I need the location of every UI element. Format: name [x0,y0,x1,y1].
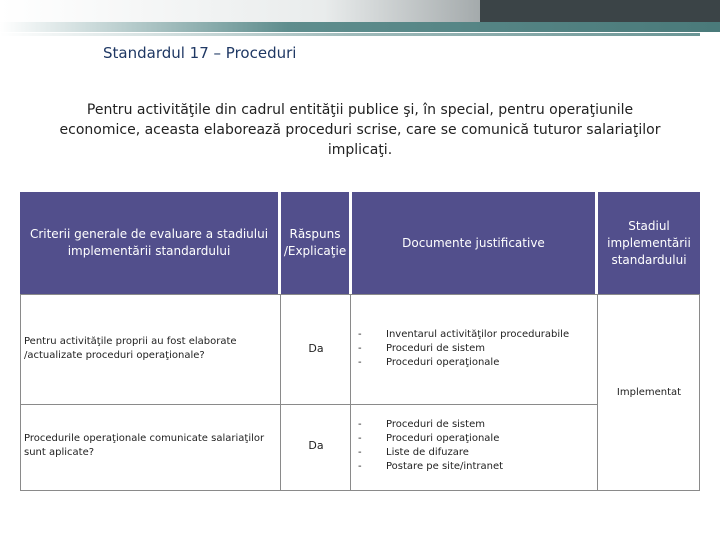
column-divider [20,294,21,491]
teal-decor-line [0,33,700,36]
intro-line: Pentru activităţile din cadrul entităţii publice şi, în special, pentru operaţiunile [86,102,634,118]
document-item: - Proceduri de sistem [358,419,485,430]
list-dash: - [358,447,362,458]
row2-documents [354,418,594,474]
column-divider [280,294,281,491]
document-item: - Liste de difuzare [358,447,469,458]
intro-line: economice, aceasta elaborează proceduri scrise, care se comunică tuturor salariaţilor [59,122,661,138]
row2-criterion: Procedurile operaţionale comunicate salariaţilor sunt aplicate? [24,433,265,458]
document-item: - Proceduri operaţionale [358,433,500,444]
list-dash: - [358,461,362,472]
list-dash: - [358,343,362,354]
list-dash: - [358,433,362,444]
document-item: - Proceduri de sistem [358,343,485,354]
teal-decor-band [0,22,720,32]
row2-answer: Da [308,439,324,452]
intro-paragraph [40,100,680,160]
header-answer: Răspuns /Explicaţie [281,192,349,294]
row1-documents [354,328,594,370]
document-item: - Proceduri operaţionale [358,357,500,368]
list-dash: - [358,329,362,340]
document-item: - Inventarul activităţilor procedurabile [358,329,570,340]
list-dash: - [358,419,362,430]
row-divider [20,490,700,491]
intro-line: implicaţi. [327,142,393,158]
status-value: Implementat [616,387,682,398]
header-criteria: Criterii generale de evaluare a stadiului implementării standardului [20,192,278,294]
row-divider [20,404,598,405]
row1-answer: Da [308,342,324,355]
header-documents: Documente justificative [352,192,595,294]
column-divider [350,294,351,491]
row-divider [20,294,700,295]
row1-criterion: Pentru activităţile proprii au fost elaborate /actualizate proceduri operaţionale? [24,336,237,361]
slide-title: Standardul 17 – Proceduri [103,44,297,62]
list-dash: - [358,357,362,368]
top-decor-dark-segment [480,0,720,22]
document-item: - Postare pe site/intranet [358,461,504,472]
header-status: Stadiul implementării standardului [598,192,700,294]
evaluation-table [20,192,700,492]
